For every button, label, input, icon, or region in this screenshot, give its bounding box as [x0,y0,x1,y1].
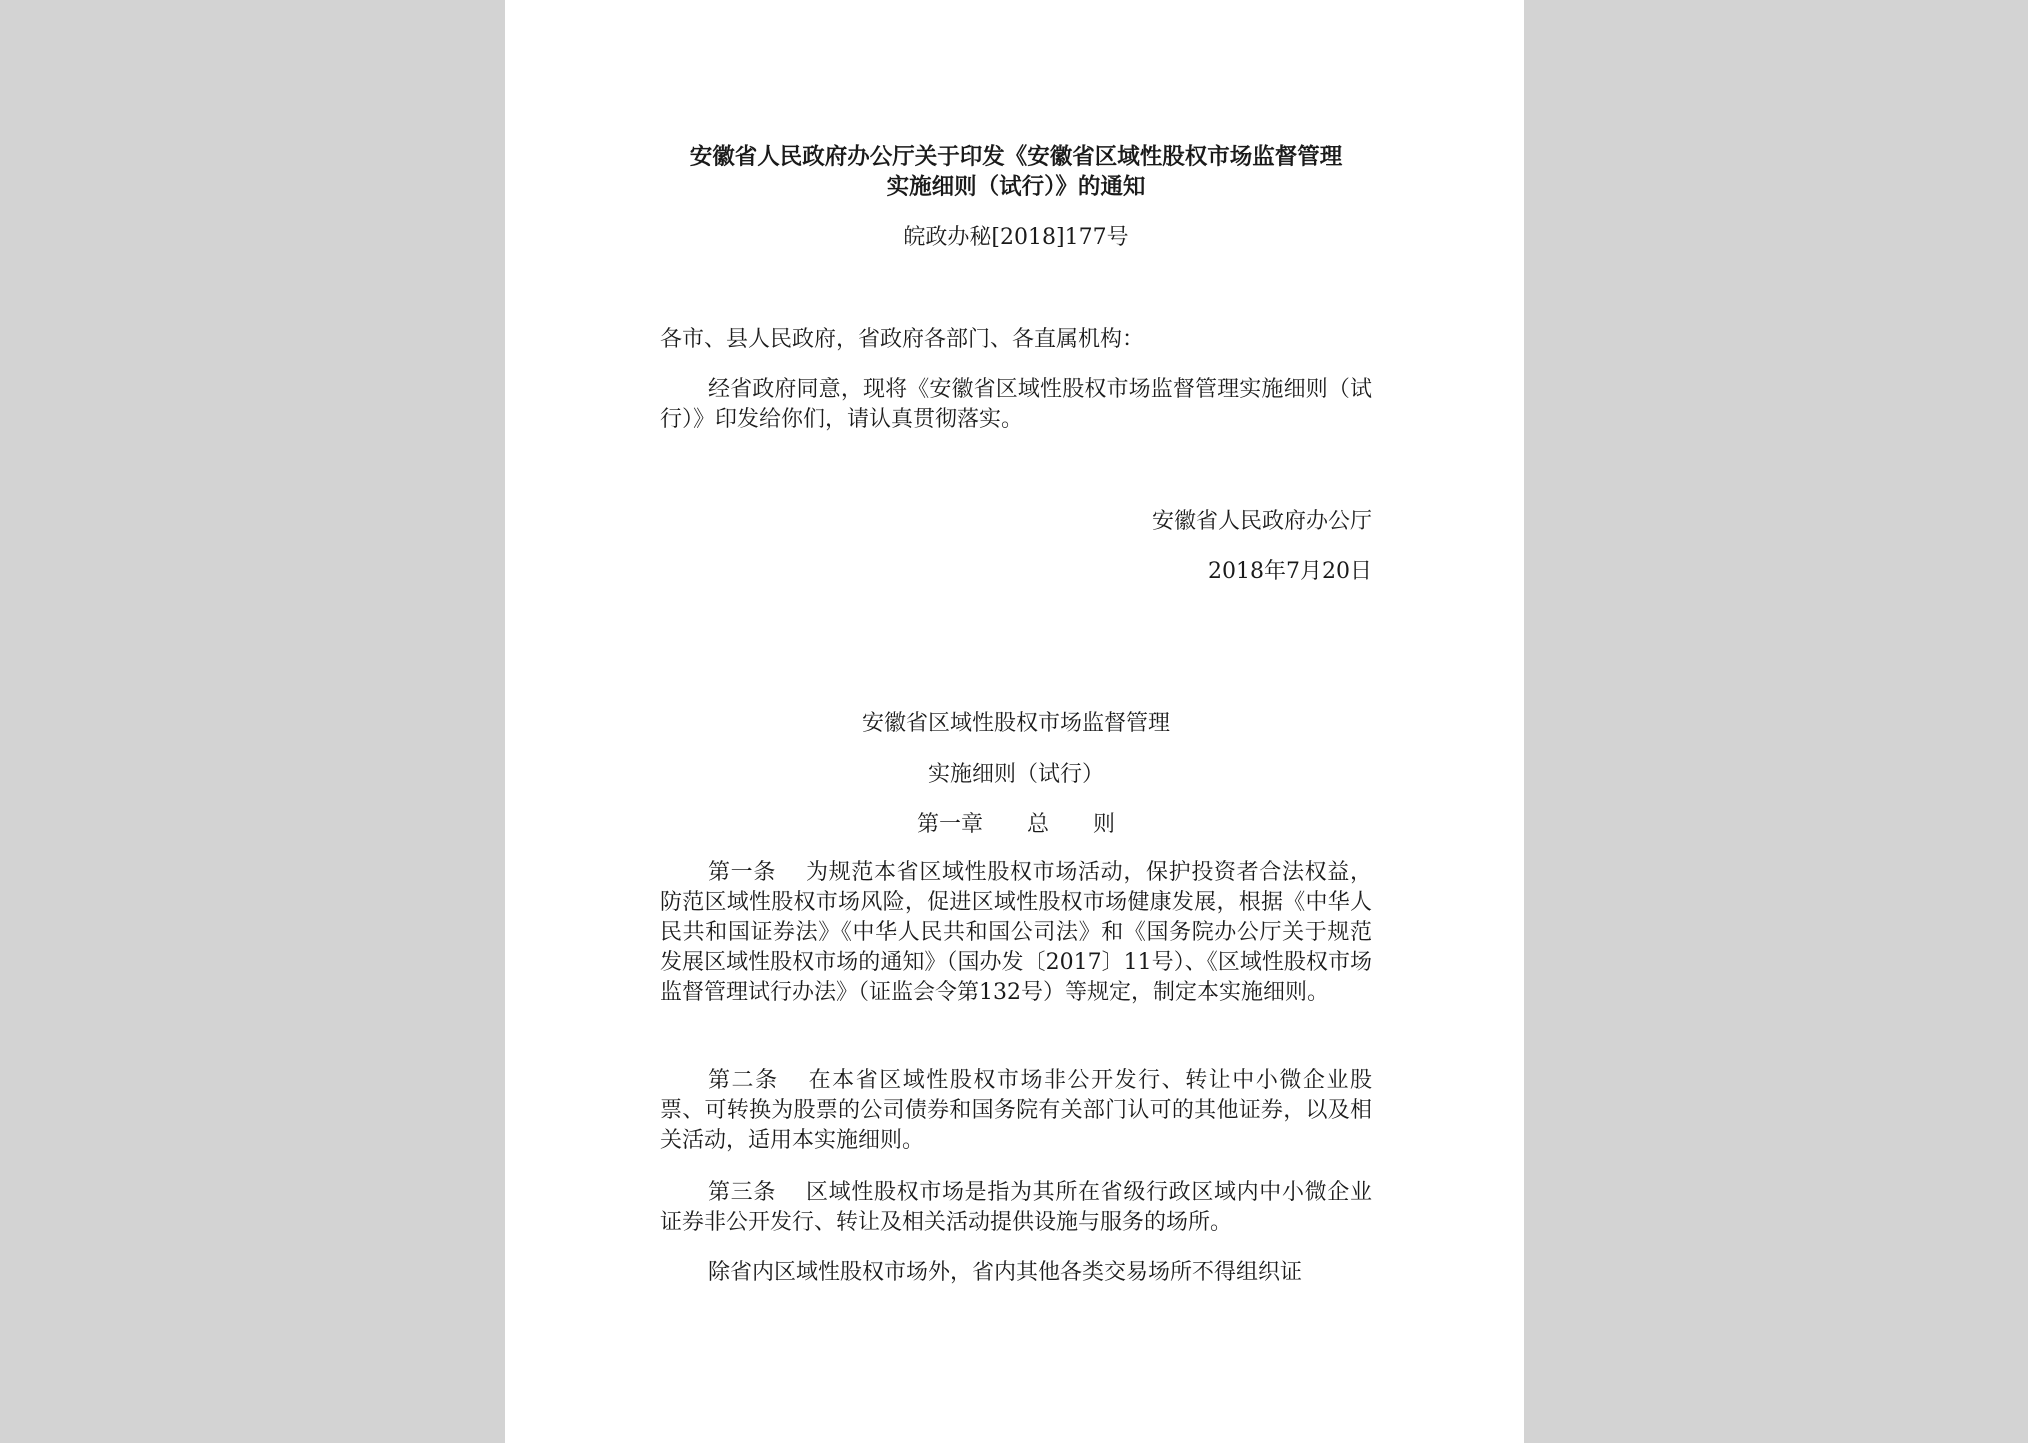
article-2 [660,1066,1372,1156]
article-text: 区域性股权市场是指为其所在省级行政区域内中小微企业证券非公开发行、转让及相关活动提供设施与服务的场所。 [660,1180,1372,1235]
document-number: 皖政办秘[2018]177号 [903,225,1129,250]
regulation-title-line-2: 实施细则（试行） [927,762,1104,787]
article-1 [660,858,1372,1008]
document-page [505,0,1524,1443]
notice-body-paragraph: 经省政府同意，现将《安徽省区域性股权市场监督管理实施细则（试行）》印发给你们，请认真贯彻落实。 [660,377,1372,432]
chapter-heading: 第一章 总 则 [916,812,1115,837]
article-number: 第二条 [708,1068,779,1093]
article-number: 第一条 [708,860,776,885]
regulation-title-line-1: 安徽省区域性股权市场监督管理 [861,711,1170,736]
article-text: 为规范本省区域性股权市场活动，保护投资者合法权益，防范区域性股权市场风险，促进区域性股权市场健康发展，根据《中华人民共和国证券法》《中华人民共和国公司法》和《国务院办公厅关于规范发展区域性股权市场的通知》（国办发〔2017〕11号）、《区域性股权市场监督管理试行办法》（证监会令第132号）等规定，制定本实施细则。 [660,860,1372,1005]
continuation-paragraph: 除省内区域性股权市场外，省内其他各类交易场所不得组织证 [708,1260,1303,1285]
salutation: 各市、县人民政府，省政府各部门、各直属机构： [660,327,1145,352]
notice-title-line-1: 安徽省人民政府办公厅关于印发《安徽省区域性股权市场监督管理 [689,144,1343,170]
issuer-signature: 安徽省人民政府办公厅 [1151,509,1372,534]
notice-title-line-2: 实施细则（试行）》的通知 [886,174,1146,200]
issue-date: 2018年7月20日 [1208,559,1372,584]
article-3 [660,1178,1372,1238]
article-number: 第三条 [708,1180,776,1205]
article-text: 在本省区域性股权市场非公开发行、转让中小微企业股票、可转换为股票的公司债券和国务院有关部门认可的其他证券，以及相关活动，适用本实施细则。 [660,1068,1372,1153]
